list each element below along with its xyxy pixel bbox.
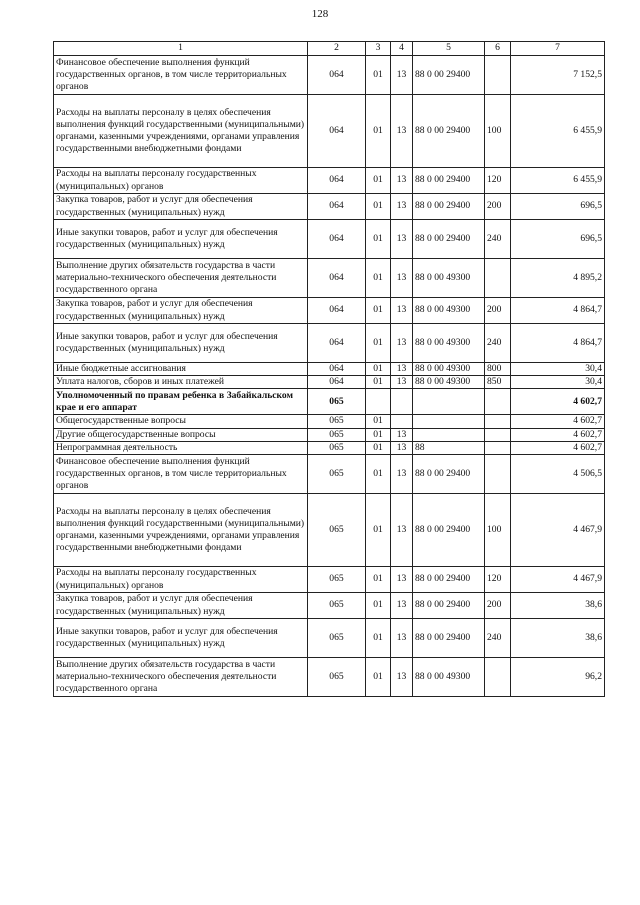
row-amount: 696,5 (511, 194, 605, 220)
row-subsection: 13 (391, 441, 413, 454)
table-row (54, 441, 605, 454)
row-admin-code: 065 (308, 428, 366, 441)
row-subsection: 13 (391, 593, 413, 619)
row-amount: 7 152,5 (511, 56, 605, 95)
table-row (54, 220, 605, 259)
row-section: 01 (366, 455, 391, 494)
table-row (54, 168, 605, 194)
row-subsection: 13 (391, 259, 413, 298)
table-row (54, 56, 605, 95)
row-name: Общегосударственные вопросы (54, 415, 308, 428)
row-name: Финансовое обеспечение выполнения функций государственных органов, в том числе территориальных органов (54, 56, 308, 95)
row-name: Непрограммная деятельность (54, 441, 308, 454)
row-subsection: 13 (391, 455, 413, 494)
row-section: 01 (366, 168, 391, 194)
row-section: 01 (366, 220, 391, 259)
row-amount: 96,2 (511, 658, 605, 697)
table-body (54, 56, 605, 697)
row-admin-code: 064 (308, 168, 366, 194)
row-subsection (391, 415, 413, 428)
header-col-6: 6 (485, 42, 511, 56)
row-target-article: 88 0 00 29400 (413, 168, 485, 194)
table-row (54, 619, 605, 658)
row-expense-type: 100 (485, 95, 511, 168)
row-target-article: 88 0 00 29400 (413, 593, 485, 619)
row-target-article: 88 0 00 29400 (413, 455, 485, 494)
row-name: Уплата налогов, сборов и иных платежей (54, 376, 308, 389)
table-row (54, 259, 605, 298)
row-admin-code: 065 (308, 593, 366, 619)
row-target-article: 88 0 00 29400 (413, 56, 485, 95)
row-expense-type (485, 56, 511, 95)
row-target-article: 88 0 00 29400 (413, 567, 485, 593)
row-admin-code: 065 (308, 415, 366, 428)
row-target-article: 88 0 00 29400 (413, 494, 485, 567)
budget-table (53, 41, 605, 697)
header-col-4: 4 (391, 42, 413, 56)
row-expense-type (485, 389, 511, 415)
row-amount: 4 602,7 (511, 441, 605, 454)
row-expense-type (485, 415, 511, 428)
row-section: 01 (366, 494, 391, 567)
row-admin-code: 064 (308, 220, 366, 259)
row-amount: 4 895,2 (511, 259, 605, 298)
row-subsection: 13 (391, 298, 413, 324)
row-amount: 38,6 (511, 593, 605, 619)
row-admin-code: 065 (308, 389, 366, 415)
row-amount: 4 864,7 (511, 324, 605, 363)
header-col-7: 7 (511, 42, 605, 56)
header-col-3: 3 (366, 42, 391, 56)
row-name: Закупка товаров, работ и услуг для обеспечения государственных (муниципальных) нужд (54, 298, 308, 324)
row-name: Иные закупки товаров, работ и услуг для обеспечения государственных (муниципальных) нужд (54, 220, 308, 259)
row-target-article: 88 0 00 29400 (413, 619, 485, 658)
row-section (366, 389, 391, 415)
table-row (54, 455, 605, 494)
row-expense-type (485, 428, 511, 441)
row-expense-type (485, 259, 511, 298)
page-number: 128 (311, 8, 329, 20)
row-amount: 696,5 (511, 220, 605, 259)
row-expense-type: 240 (485, 324, 511, 363)
row-name: Другие общегосударственные вопросы (54, 428, 308, 441)
table-row (54, 95, 605, 168)
row-admin-code: 064 (308, 95, 366, 168)
row-expense-type: 200 (485, 593, 511, 619)
row-name: Расходы на выплаты персоналу государственных (муниципальных) органов (54, 567, 308, 593)
row-expense-type (485, 441, 511, 454)
row-admin-code: 065 (308, 494, 366, 567)
row-subsection: 13 (391, 567, 413, 593)
row-target-article: 88 0 00 49300 (413, 298, 485, 324)
row-target-article (413, 428, 485, 441)
row-section: 01 (366, 441, 391, 454)
row-subsection: 13 (391, 363, 413, 376)
row-name: Уполномоченный по правам ребенка в Забайкальском крае и его аппарат (54, 389, 308, 415)
row-expense-type: 120 (485, 567, 511, 593)
row-expense-type: 120 (485, 168, 511, 194)
row-expense-type: 800 (485, 363, 511, 376)
row-section: 01 (366, 415, 391, 428)
row-amount: 38,6 (511, 619, 605, 658)
row-name: Выполнение других обязательств государства в части материально-технического обеспечения деятельности государственного органа (54, 658, 308, 697)
row-target-article: 88 0 00 49300 (413, 658, 485, 697)
row-name: Иные закупки товаров, работ и услуг для обеспечения государственных (муниципальных) нужд (54, 619, 308, 658)
row-target-article (413, 389, 485, 415)
row-expense-type: 850 (485, 376, 511, 389)
row-subsection: 13 (391, 168, 413, 194)
row-amount: 4 602,7 (511, 415, 605, 428)
row-target-article: 88 (413, 441, 485, 454)
row-admin-code: 065 (308, 567, 366, 593)
row-expense-type (485, 455, 511, 494)
row-name: Финансовое обеспечение выполнения функций государственных органов, в том числе территориальных органов (54, 455, 308, 494)
table-row (54, 194, 605, 220)
row-expense-type: 240 (485, 220, 511, 259)
row-admin-code: 065 (308, 658, 366, 697)
row-admin-code: 064 (308, 324, 366, 363)
header-col-1: 1 (54, 42, 308, 56)
row-amount: 6 455,9 (511, 168, 605, 194)
row-subsection: 13 (391, 376, 413, 389)
table-row (54, 389, 605, 415)
row-name: Закупка товаров, работ и услуг для обеспечения государственных (муниципальных) нужд (54, 194, 308, 220)
row-amount: 4 602,7 (511, 389, 605, 415)
row-target-article: 88 0 00 29400 (413, 194, 485, 220)
row-subsection: 13 (391, 95, 413, 168)
row-amount: 30,4 (511, 376, 605, 389)
row-expense-type: 100 (485, 494, 511, 567)
row-section: 01 (366, 428, 391, 441)
row-expense-type: 200 (485, 298, 511, 324)
table-row (54, 415, 605, 428)
row-amount: 30,4 (511, 363, 605, 376)
row-amount: 4 467,9 (511, 567, 605, 593)
row-section: 01 (366, 259, 391, 298)
row-name: Расходы на выплаты персоналу в целях обеспечения выполнения функций государственными (муниципальными) органами, казенными учреждениями, органами управления государственными внебюджетными фондами (54, 95, 308, 168)
row-admin-code: 065 (308, 619, 366, 658)
row-admin-code: 064 (308, 194, 366, 220)
row-section: 01 (366, 298, 391, 324)
row-amount: 4 864,7 (511, 298, 605, 324)
row-subsection: 13 (391, 56, 413, 95)
row-subsection (391, 389, 413, 415)
row-expense-type (485, 658, 511, 697)
table-row (54, 658, 605, 697)
table-row (54, 593, 605, 619)
row-target-article: 88 0 00 49300 (413, 363, 485, 376)
table-row (54, 494, 605, 567)
row-amount: 4 467,9 (511, 494, 605, 567)
row-section: 01 (366, 376, 391, 389)
row-section: 01 (366, 658, 391, 697)
row-subsection: 13 (391, 619, 413, 658)
row-section: 01 (366, 95, 391, 168)
row-subsection: 13 (391, 220, 413, 259)
row-admin-code: 064 (308, 363, 366, 376)
row-admin-code: 064 (308, 376, 366, 389)
row-subsection: 13 (391, 658, 413, 697)
row-section: 01 (366, 567, 391, 593)
table-row (54, 363, 605, 376)
row-target-article (413, 415, 485, 428)
row-section: 01 (366, 324, 391, 363)
row-name: Закупка товаров, работ и услуг для обеспечения государственных (муниципальных) нужд (54, 593, 308, 619)
row-target-article: 88 0 00 49300 (413, 259, 485, 298)
row-target-article: 88 0 00 29400 (413, 220, 485, 259)
row-admin-code: 064 (308, 298, 366, 324)
table-row (54, 298, 605, 324)
row-target-article: 88 0 00 49300 (413, 376, 485, 389)
row-amount: 6 455,9 (511, 95, 605, 168)
row-section: 01 (366, 56, 391, 95)
row-expense-type: 240 (485, 619, 511, 658)
row-subsection: 13 (391, 324, 413, 363)
row-target-article: 88 0 00 49300 (413, 324, 485, 363)
row-target-article: 88 0 00 29400 (413, 95, 485, 168)
row-name: Выполнение других обязательств государства в части материально-технического обеспечения деятельности государственного органа (54, 259, 308, 298)
row-amount: 4 602,7 (511, 428, 605, 441)
row-admin-code: 065 (308, 441, 366, 454)
table-row (54, 428, 605, 441)
row-admin-code: 064 (308, 259, 366, 298)
row-section: 01 (366, 194, 391, 220)
row-name: Иные закупки товаров, работ и услуг для обеспечения государственных (муниципальных) нужд (54, 324, 308, 363)
row-section: 01 (366, 363, 391, 376)
header-row (54, 42, 605, 56)
header-col-5: 5 (413, 42, 485, 56)
row-admin-code: 064 (308, 56, 366, 95)
row-section: 01 (366, 619, 391, 658)
row-name: Расходы на выплаты персоналу в целях обеспечения выполнения функций государственными (муниципальными) органами, казенными учреждениями, органами управления государственными внебюджетными фондами (54, 494, 308, 567)
row-admin-code: 065 (308, 455, 366, 494)
row-section: 01 (366, 593, 391, 619)
header-col-2: 2 (308, 42, 366, 56)
row-subsection: 13 (391, 194, 413, 220)
row-name: Иные бюджетные ассигнования (54, 363, 308, 376)
table-row (54, 376, 605, 389)
table-row (54, 324, 605, 363)
row-expense-type: 200 (485, 194, 511, 220)
row-name: Расходы на выплаты персоналу государственных (муниципальных) органов (54, 168, 308, 194)
row-subsection: 13 (391, 428, 413, 441)
table-row (54, 567, 605, 593)
row-amount: 4 506,5 (511, 455, 605, 494)
row-subsection: 13 (391, 494, 413, 567)
